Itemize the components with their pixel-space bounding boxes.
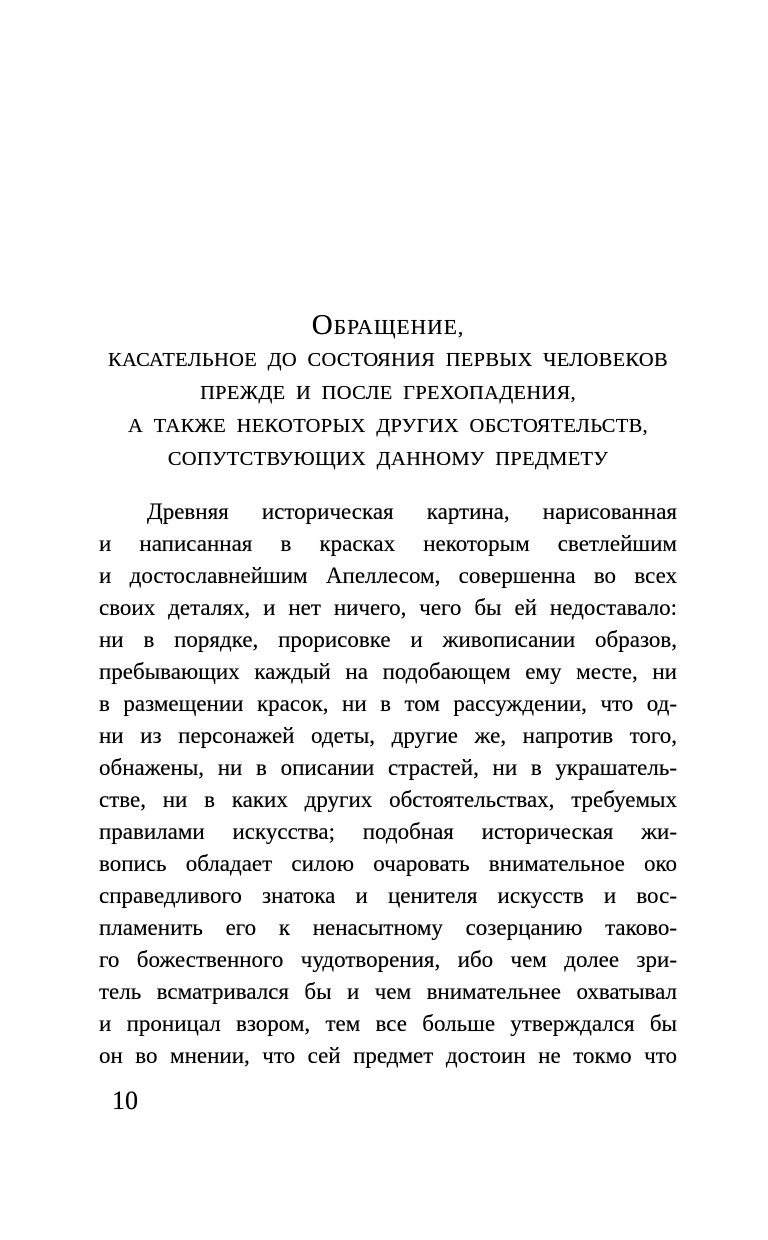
page-number: 10 [112,1086,138,1115]
body-line: го божественного чудотворения, ибо чем долее зри- [99,947,677,972]
body-line: Древняя историческая картина, нарисованная [147,499,677,524]
body-line: обнажены, ни в описании страстей, ни в украшатель- [99,755,677,780]
chapter-heading-line: ПРЕЖДЕ И ПОСЛЕ ГРЕХОПАДЕНИЯ, [200,382,576,404]
body-line: он во мнении, что сей предмет достоин не токмо что [99,1043,677,1068]
chapter-heading-line1-rest: БРАЩЕНИЕ, [333,315,465,339]
body-line: пламенить его к ненасытному созерцанию таково- [99,915,677,940]
chapter-heading-line: СОПУТСТВУЮЩИХ ДАННОМУ ПРЕДМЕТУ [167,448,609,470]
body-line: вопись обладает силою очаровать внимательное око [99,851,677,876]
body-line: и проницал взором, тем все больше утверждался бы [99,1011,677,1036]
body-line: ни из персонажей одеты, другие же, напротив того, [99,723,677,748]
body-line: справедливого знатока и ценителя искусств и вос- [99,883,677,908]
body-line: пребывающих каждый на подобающем ему месте, ни [99,659,677,684]
body-paragraph [99,496,677,1072]
chapter-heading-line [99,309,677,344]
body-line: и написанная в красках некоторым светлейшим [99,531,677,556]
chapter-heading-line: КАСАТЕЛЬНОЕ ДО СОСТОЯНИЯ ПЕРВЫХ ЧЕЛОВЕКОВ [108,349,668,371]
chapter-heading [99,309,677,476]
body-line: правилами искусства; подобная историческая жи- [99,819,677,844]
chapter-heading-initial-letter: О [311,309,334,341]
body-line: своих деталях, и нет ничего, чего бы ей недоставало: [99,595,677,620]
body-line: в размещении красок, ни в том рассуждении, что од- [99,691,677,716]
body-line: и достославнейшим Апеллесом, совершенна во всех [99,563,677,588]
body-line: ни в порядке, прорисовке и живописании образов, [99,627,677,652]
chapter-heading-line: А ТАКЖЕ НЕКОТОРЫХ ДРУГИХ ОБСТОЯТЕЛЬСТВ, [128,415,648,437]
body-line: тель всматривался бы и чем внимательнее охватывал [99,979,677,1004]
body-line: стве, ни в каких других обстоятельствах, требуемых [99,787,677,812]
